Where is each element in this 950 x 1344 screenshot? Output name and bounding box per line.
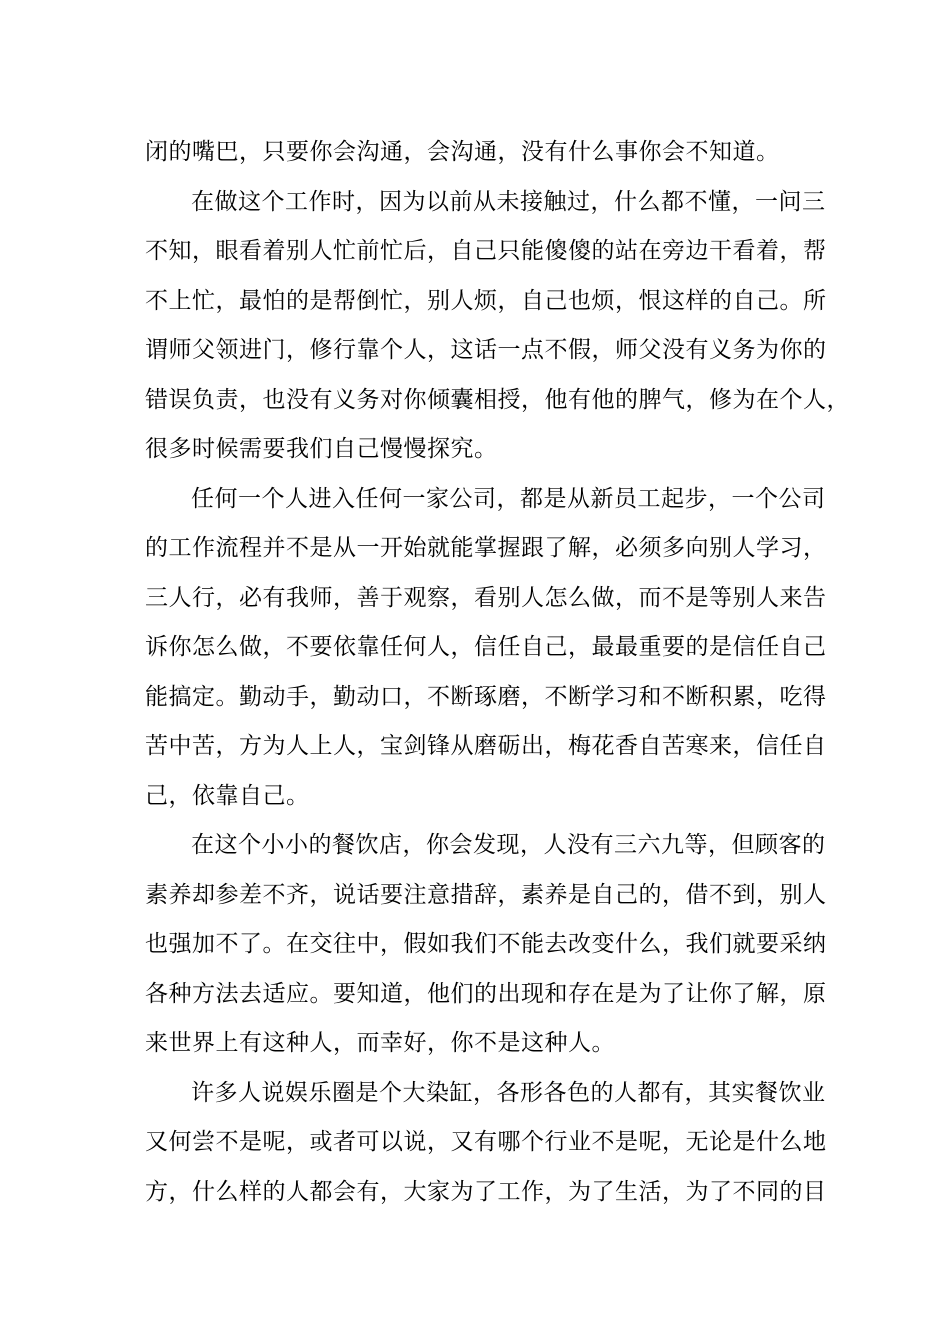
text-line: 己，依靠自己。 <box>145 782 310 809</box>
text-line: 很多时候需要我们自己慢慢探究。 <box>145 436 498 462</box>
text-line: 又何尝不是呢，或者可以说，又有哪个行业不是呢，无论是什么地 <box>145 1129 827 1155</box>
text-line: 苦中苦，方为人上人，宝剑锋从磨砺出，梅花香自苦寒来，信任自 <box>145 733 827 759</box>
document-body <box>145 128 850 1217</box>
text-line: 错误负责，也没有义务对你倾囊相授，他有他的脾气，修为在个人， <box>145 386 850 413</box>
paragraph-start-line: 在做这个工作时，因为以前从未接触过，什么都不懂，一问三 <box>191 188 826 215</box>
text-line: 各种方法去适应。要知道，他们的出现和存在是为了让你了解，原 <box>145 980 827 1007</box>
text-line: 谓师父领进门，修行靠个人，这话一点不假，师父没有义务为你的 <box>145 337 827 363</box>
text-line: 不知，眼看着别人忙前忙后，自己只能傻傻的站在旁边干看着，帮 <box>145 238 827 264</box>
text-line: 三人行，必有我师，善于观察，看别人怎么做，而不是等别人来告 <box>145 584 827 611</box>
text-line: 能搞定。勤动手，勤动口，不断琢磨，不断学习和不断积累，吃得 <box>145 683 827 710</box>
text-line: 诉你怎么做，不要依靠任何人，信任自己，最最重要的是信任自己 <box>145 634 827 660</box>
text-line: 来世界上有这种人，而幸好，你不是这种人。 <box>145 1030 615 1056</box>
text-line: 不上忙，最怕的是帮倒忙，别人烦，自己也烦，恨这样的自己。所 <box>145 287 827 314</box>
text-line: 的工作流程并不是从一开始就能掌握跟了解，必须多向别人学习， <box>145 535 827 561</box>
paragraph-start-line: 许多人说娱乐圈是个大染缸，各形各色的人都有，其实餐饮业 <box>191 1079 826 1106</box>
paragraph-start-line: 在这个小小的餐饮店，你会发现，人没有三六九等，但顾客的 <box>191 832 826 858</box>
text-line: 闭的嘴巴，只要你会沟通，会沟通，没有什么事你会不知道。 <box>145 139 780 165</box>
text-line: 方，什么样的人都会有，大家为了工作，为了生活，为了不同的目 <box>145 1178 827 1205</box>
text-line: 素养却参差不齐，说话要注意措辞，素养是自己的，借不到，别人 <box>145 881 827 908</box>
paragraph-start-line: 任何一个人进入任何一家公司，都是从新员工起步，一个公司 <box>191 485 826 512</box>
text-line: 也强加不了。在交往中，假如我们不能去改变什么，我们就要采纳 <box>145 931 827 957</box>
